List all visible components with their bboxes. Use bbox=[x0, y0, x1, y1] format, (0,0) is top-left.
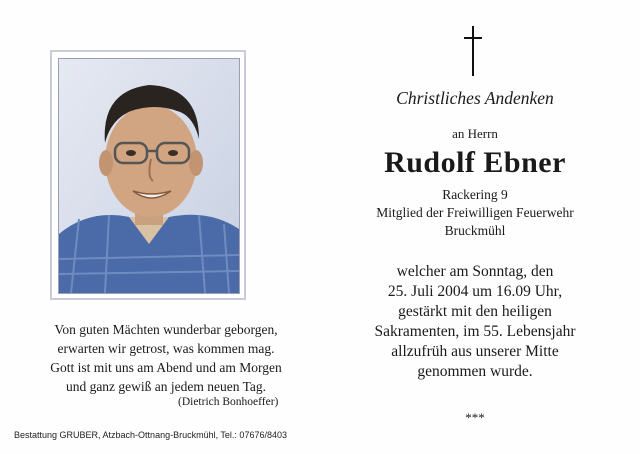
poem-line: Gott ist mit uns am Abend und am Morgen bbox=[50, 360, 282, 375]
death-notice-line: 25. Juli 2004 um 16.09 Uhr, bbox=[387, 283, 563, 300]
closing-stars: *** bbox=[465, 410, 485, 425]
death-notice bbox=[330, 262, 620, 382]
portrait-photo bbox=[58, 58, 240, 294]
death-notice-line: Sakramenten, im 55. Lebensjahr bbox=[374, 323, 576, 340]
poem-author: (Dietrich Bonhoeffer) bbox=[178, 396, 279, 408]
death-notice-line: allzufrüh aus unserer Mitte bbox=[391, 343, 559, 360]
deceased-name: Rudolf Ebner bbox=[384, 146, 566, 179]
address-line: Rackering 9 bbox=[442, 187, 508, 202]
memorial-heading: Christliches Andenken bbox=[396, 88, 554, 108]
deceased-details bbox=[330, 186, 620, 240]
death-notice-line: gestärkt mit den heiligen bbox=[398, 303, 552, 320]
death-notice-line: genommen wurde. bbox=[417, 363, 533, 380]
poem-line: erwarten wir getrost, was kommen mag. bbox=[57, 341, 275, 356]
portrait-frame bbox=[50, 50, 246, 300]
membership-line: Mitglied der Freiwilligen Feuerwehr bbox=[376, 205, 574, 220]
death-notice-line: welcher am Sonntag, den bbox=[396, 263, 554, 280]
poem-line: und ganz gewiß an jedem neuen Tag. bbox=[65, 379, 267, 394]
poem bbox=[16, 320, 316, 396]
intro-text: an Herrn bbox=[452, 126, 498, 141]
cross-icon bbox=[464, 26, 482, 76]
poem-line: Von guten Mächten wunderbar geborgen, bbox=[54, 322, 278, 337]
funeral-home-footer: Bestattung GRUBER, Atzbach-Ottnang-Bruckmühl, Tel.: 07676/8403 bbox=[14, 430, 287, 440]
location-line: Bruckmühl bbox=[444, 223, 506, 238]
